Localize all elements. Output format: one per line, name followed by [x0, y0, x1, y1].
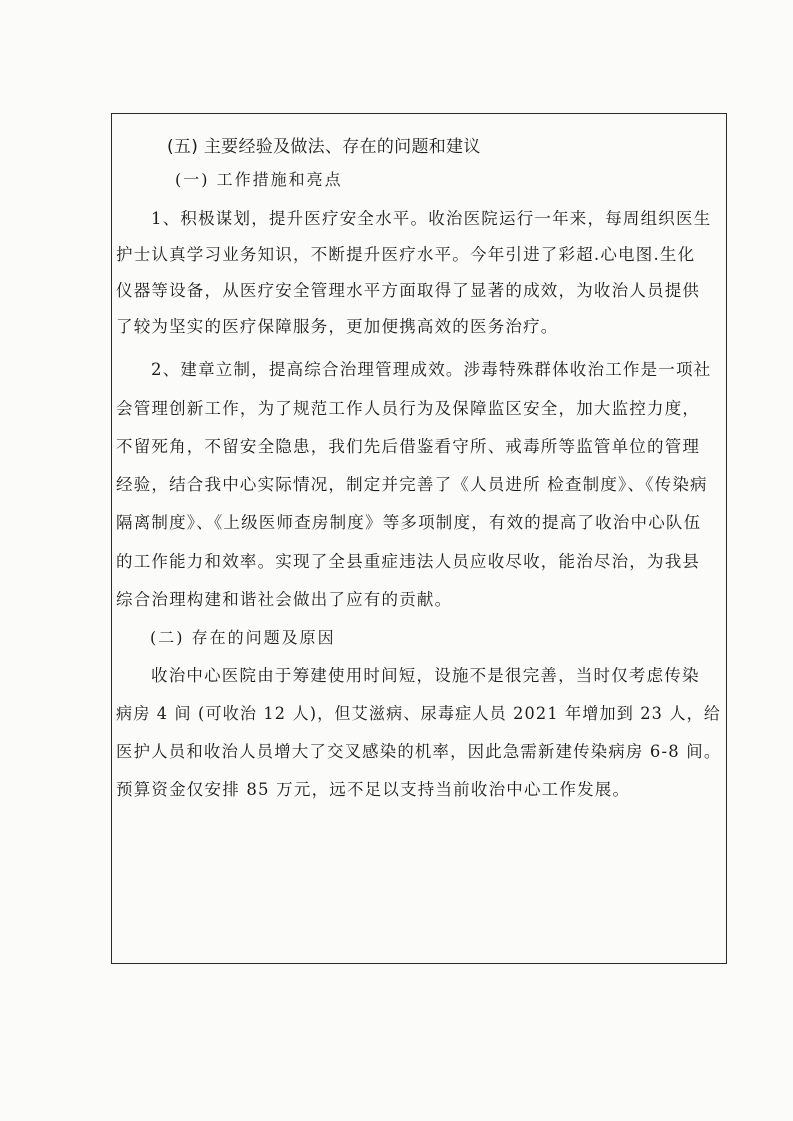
paragraph-line: 医护人员和收治人员增大了交叉感染的机率，因此急需新建传染病房 6-8 间。 [116, 742, 722, 761]
part2-heading: (二) 存在的问题及原因 [150, 628, 336, 647]
paragraph-line: 不留死角，不留安全隐患，我们先后借鉴看守所、戒毒所等监管单位的管理 [116, 437, 701, 456]
paragraph-line: 护士认真学习业务知识，不断提升医疗水平。今年引进了彩超.心电图.生化 [116, 245, 696, 264]
part1-heading: (一) 工作措施和亮点 [175, 170, 343, 189]
paragraph-line: 会管理创新工作，为了规范工作人员行为及保障监区安全，加大监控力度， [116, 399, 701, 418]
paragraph-line: 的工作能力和效率。实现了全县重症违法人员应收尽收，能治尽治，为我县 [116, 552, 701, 571]
paragraph-line: 收治中心医院由于筹建使用时间短，设施不是很完善，当时仅考虑传染 [151, 666, 700, 685]
paragraph-line: 了较为坚实的医疗保障服务，更加便携高效的医务治疗。 [116, 317, 559, 336]
paragraph-line: 1、积极谋划，提升医疗安全水平。收治医院运行一年来，每周组织医生 [151, 209, 712, 228]
paragraph-line: 病房 4 间 (可收治 12 人)，但艾滋病、尿毒症人员 2021 年增加到 23 人，给 [116, 704, 722, 723]
section-title: (五) 主要经验及做法、存在的问题和建议 [167, 137, 481, 157]
paragraph-line: 2、建章立制，提高综合治理管理成效。涉毒特殊群体收治工作是一项社 [151, 360, 712, 379]
paragraph-line: 经验，结合我中心实际情况，制定并完善了《人员进所 检查制度》、《传染病 [116, 475, 708, 494]
paragraph-line: 仪器等设备，从医疗安全管理水平方面取得了显著的成效，为收治人员提供 [116, 281, 701, 300]
paragraph-line: 预算资金仅安排 85 万元，远不足以支持当前收治中心工作发展。 [116, 780, 631, 799]
paragraph-line: 综合治理构建和谐社会做出了应有的贡献。 [116, 590, 453, 609]
paragraph-line: 隔离制度》、《上级医师查房制度》等多项制度，有效的提高了收治中心队伍 [116, 513, 702, 532]
